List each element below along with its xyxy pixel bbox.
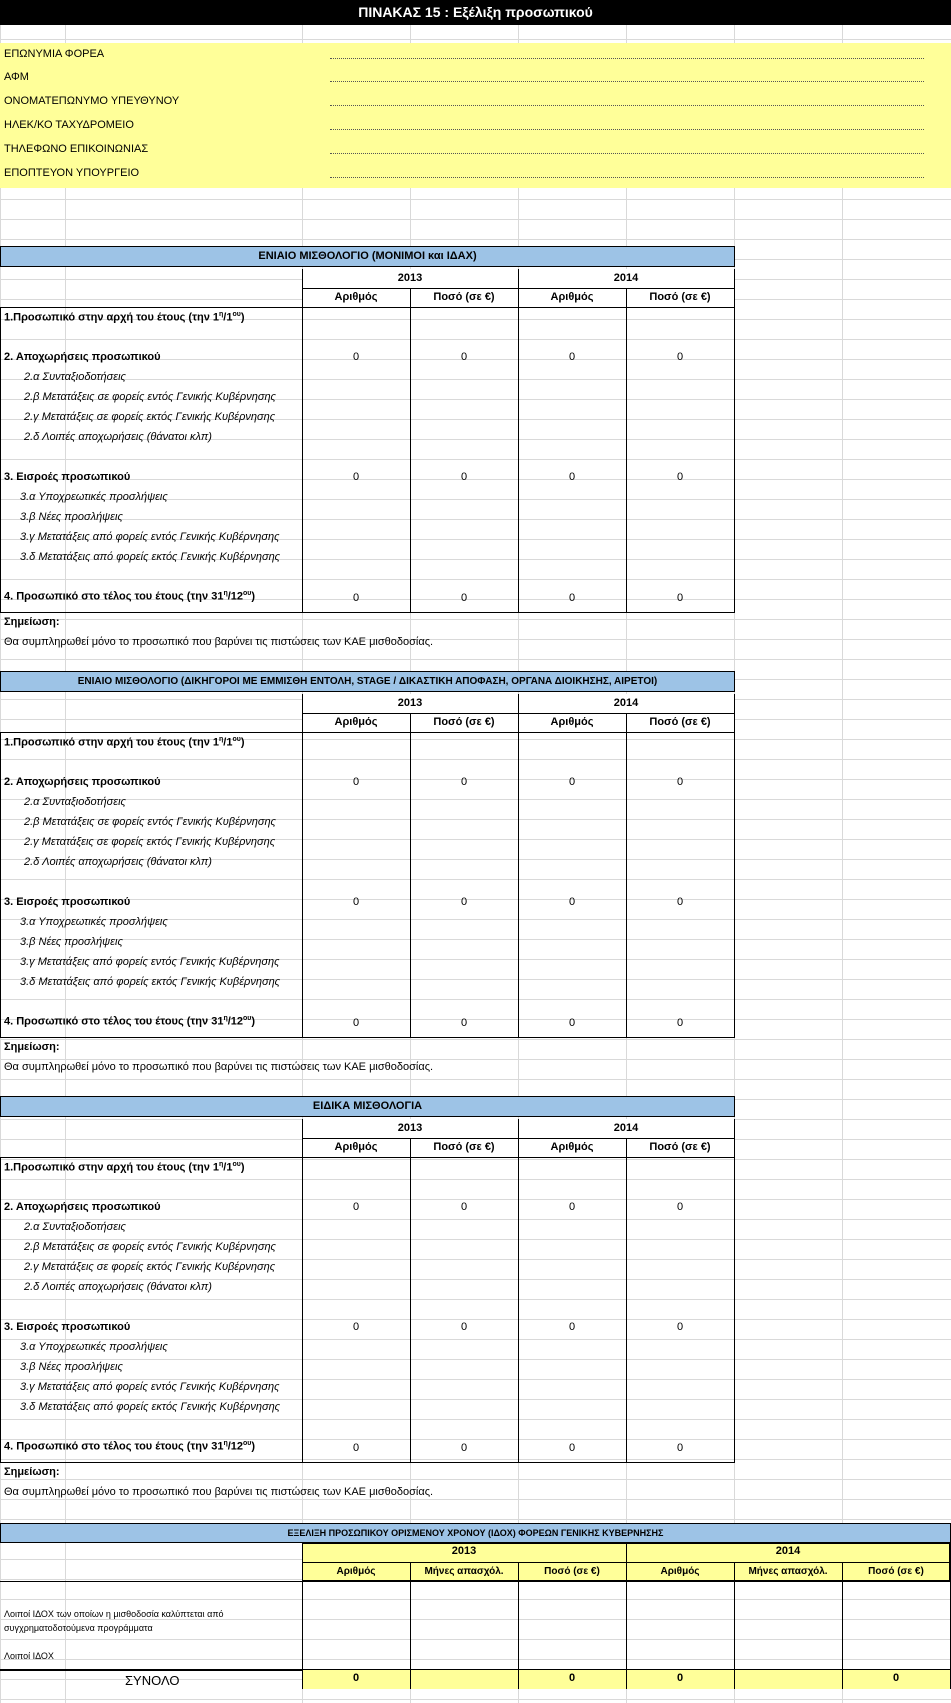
year-2013: 2013 xyxy=(397,1122,423,1134)
row-mandatory-hires: 3.α Υποχρεωτικές προσλήψεις xyxy=(20,916,168,928)
year-2014: 2014 xyxy=(613,272,639,284)
row-transfers-from-outside: 3.δ Μετατάξεις από φορείς εκτός Γενικής Κυβέρνησης xyxy=(20,551,281,563)
row-end-of-year: 4. Προσωπικό στο τέλος του έτους (την $31^\eta/12^{o\upsilon}$) xyxy=(4,1440,256,1453)
departures-number-2014: 0 xyxy=(568,776,576,788)
row-inflows: 3. Εισροές προσωπικού xyxy=(4,896,131,908)
idox-table xyxy=(0,1543,951,1689)
end-amount-2014: 0 xyxy=(676,592,684,604)
row-end-of-year: 4. Προσωπικό στο τέλος του έτους (την $31^\eta/12^{o\upsilon}$) xyxy=(4,590,256,603)
note-text: Θα συμπληρωθεί μόνο το προσωπικό που βαρύνει τις πιστώσεις των ΚΑΕ μισθοδοσίας. xyxy=(4,1486,434,1498)
col-amount-2014: Ποσό (σε €) xyxy=(649,716,711,728)
inflows-number-2013: 0 xyxy=(352,1321,360,1333)
idox-total-number-2013: 0 xyxy=(352,1672,360,1684)
col-amount-2014: Ποσό (σε €) xyxy=(649,1141,711,1153)
departures-amount-2014: 0 xyxy=(676,351,684,363)
row-transfers-within: 2.β Μετατάξεις σε φορείς εντός Γενικής Κυβέρνησης xyxy=(24,391,276,403)
info-input-entity[interactable] xyxy=(330,58,924,59)
inflows-number-2014: 0 xyxy=(568,1321,576,1333)
inflows-amount-2013: 0 xyxy=(460,1321,468,1333)
end-amount-2013: 0 xyxy=(460,1017,468,1029)
end-number-2013: 0 xyxy=(352,592,360,604)
row-start-of-year: 1.Προσωπικό στην αρχή του έτους (την $1^\eta/1^{o\upsilon}$) xyxy=(4,1161,245,1174)
idox-total-number-2014: 0 xyxy=(676,1672,684,1684)
col-number-2014: Αριθμός xyxy=(550,716,594,728)
row-departures: 2. Αποχωρήσεις προσωπικού xyxy=(4,776,161,788)
info-input-email[interactable] xyxy=(330,129,924,130)
idox-col-amount-2014: Ποσό (σε €) xyxy=(868,1566,924,1577)
row-new-hires: 3.β Νέες προσλήψεις xyxy=(20,1361,123,1373)
info-input-afm[interactable] xyxy=(330,81,924,82)
departures-number-2014: 0 xyxy=(568,351,576,363)
end-amount-2014: 0 xyxy=(676,1017,684,1029)
end-number-2013: 0 xyxy=(352,1442,360,1454)
end-number-2013: 0 xyxy=(352,1017,360,1029)
col-number-2013: Αριθμός xyxy=(334,1141,378,1153)
row-new-hires: 3.β Νέες προσλήψεις xyxy=(20,936,123,948)
idox-col-months-2013: Μήνες απασχόλ. xyxy=(424,1566,504,1577)
note-label: Σημείωση: xyxy=(4,1041,60,1053)
row-departures: 2. Αποχωρήσεις προσωπικού xyxy=(4,1201,161,1213)
section-title: ΕΝΙΑΙΟ ΜΙΣΘΟΛΟΓΙΟ (ΔΙΚΗΓΟΡΟΙ ΜΕ ΕΜΜΙΣΘΗ ΕΝΤΟΛΗ, STAGE / ΔΙΚΑΣΤΙΚΗ ΑΠΟΦΑΣΗ, ΟΡΓΑΝΑ ΔΙΟΙΚΗΣΗΣ, ΑΙΡΕΤΟΙ) xyxy=(0,671,735,692)
idox-col-amount-2013: Ποσό (σε €) xyxy=(544,1566,600,1577)
row-new-hires: 3.β Νέες προσλήψεις xyxy=(20,511,123,523)
year-2014: 2014 xyxy=(613,1122,639,1134)
inflows-number-2013: 0 xyxy=(352,471,360,483)
end-number-2014: 0 xyxy=(568,1017,576,1029)
departures-number-2013: 0 xyxy=(352,351,360,363)
row-transfers-from-within: 3.γ Μετατάξεις από φορείς εντός Γενικής Κυβέρνησης xyxy=(20,531,280,543)
info-label-ministry: ΕΠΟΠΤΕΥΟΝ ΥΠΟΥΡΓΕΙΟ xyxy=(4,167,140,179)
idox-total-label: ΣΥΝΟΛΟ xyxy=(125,1673,180,1688)
note-text: Θα συμπληρωθεί μόνο το προσωπικό που βαρύνει τις πιστώσεις των ΚΑΕ μισθοδοσίας. xyxy=(4,1061,434,1073)
row-transfers-outside: 2.γ Μετατάξεις σε φορείς εκτός Γενικής Κυβέρνησης xyxy=(24,836,276,848)
info-input-manager[interactable] xyxy=(330,105,924,106)
departures-amount-2013: 0 xyxy=(460,351,468,363)
end-amount-2013: 0 xyxy=(460,592,468,604)
inflows-number-2013: 0 xyxy=(352,896,360,908)
row-mandatory-hires: 3.α Υποχρεωτικές προσλήψεις xyxy=(20,491,168,503)
row-transfers-outside: 2.γ Μετατάξεις σε φορείς εκτός Γενικής Κυβέρνησης xyxy=(24,1261,276,1273)
idox-col-number-2013: Αριθμός xyxy=(336,1566,376,1577)
row-inflows: 3. Εισροές προσωπικού xyxy=(4,471,131,483)
departures-amount-2013: 0 xyxy=(460,776,468,788)
info-label-entity: ΕΠΩΝΥΜΙΑ ΦΟΡΕΑ xyxy=(4,48,105,60)
idox-total-amount-2013: 0 xyxy=(568,1672,576,1684)
info-input-ministry[interactable] xyxy=(330,177,924,178)
note-label: Σημείωση: xyxy=(4,1466,60,1478)
row-retirements: 2.α Συνταξιοδοτήσεις xyxy=(24,371,126,383)
note-text: Θα συμπληρωθεί μόνο το προσωπικό που βαρύνει τις πιστώσεις των ΚΑΕ μισθοδοσίας. xyxy=(4,636,434,648)
row-other-departures: 2.δ Λοιπές αποχωρήσεις (θάνατοι κλπ) xyxy=(24,431,212,443)
year-2013: 2013 xyxy=(397,697,423,709)
inflows-amount-2014: 0 xyxy=(676,896,684,908)
idox-row-cofunded-line1: Λοιποί ΙΔΟΧ των οποίων η μισθοδοσία καλύπτεται από xyxy=(4,1609,224,1619)
inflows-number-2014: 0 xyxy=(568,896,576,908)
inflows-amount-2014: 0 xyxy=(676,471,684,483)
idox-title: ΕΞΕΛΙΞΗ ΠΡΟΣΩΠΙΚΟΥ ΟΡΙΣΜΕΝΟΥ ΧΡΟΝΟΥ (ΙΔΟΧ) ΦΟΡΕΩΝ ΓΕΝΙΚΗΣ ΚΥΒΕΡΝΗΣΗΣ xyxy=(0,1523,951,1543)
inflows-amount-2013: 0 xyxy=(460,471,468,483)
end-number-2014: 0 xyxy=(568,592,576,604)
col-number-2013: Αριθμός xyxy=(334,716,378,728)
idox-col-number-2014: Αριθμός xyxy=(660,1566,700,1577)
col-amount-2013: Ποσό (σε €) xyxy=(433,716,495,728)
departures-amount-2013: 0 xyxy=(460,1201,468,1213)
row-departures: 2. Αποχωρήσεις προσωπικού xyxy=(4,351,161,363)
end-amount-2013: 0 xyxy=(460,1442,468,1454)
info-label-manager: ΟΝΟΜΑΤΕΠΩΝΥΜΟ ΥΠΕΥΘΥΝΟΥ xyxy=(4,95,180,107)
info-block xyxy=(0,43,951,188)
departures-amount-2014: 0 xyxy=(676,776,684,788)
row-transfers-within: 2.β Μετατάξεις σε φορείς εντός Γενικής Κυβέρνησης xyxy=(24,1241,276,1253)
row-mandatory-hires: 3.α Υποχρεωτικές προσλήψεις xyxy=(20,1341,168,1353)
info-label-email: ΗΛΕΚ/ΚΟ ΤΑΧΥΔΡΟΜΕΙΟ xyxy=(4,119,134,131)
row-retirements: 2.α Συνταξιοδοτήσεις xyxy=(24,796,126,808)
end-amount-2014: 0 xyxy=(676,1442,684,1454)
col-number-2013: Αριθμός xyxy=(334,291,378,303)
row-transfers-from-within: 3.γ Μετατάξεις από φορείς εντός Γενικής Κυβέρνησης xyxy=(20,1381,280,1393)
section-title: ΕΙΔΙΚΑ ΜΙΣΘΟΛΟΓΙΑ xyxy=(0,1096,735,1117)
row-inflows: 3. Εισροές προσωπικού xyxy=(4,1321,131,1333)
info-input-phone[interactable] xyxy=(330,153,924,154)
idox-total-amount-2014: 0 xyxy=(892,1672,900,1684)
idox-year-2013: 2013 xyxy=(451,1545,477,1557)
year-2014: 2014 xyxy=(613,697,639,709)
departures-number-2013: 0 xyxy=(352,776,360,788)
row-transfers-from-outside: 3.δ Μετατάξεις από φορείς εκτός Γενικής Κυβέρνησης xyxy=(20,976,281,988)
row-transfers-outside: 2.γ Μετατάξεις σε φορείς εκτός Γενικής Κυβέρνησης xyxy=(24,411,276,423)
year-2013: 2013 xyxy=(397,272,423,284)
row-start-of-year: 1.Προσωπικό στην αρχή του έτους (την $1^\eta/1^{o\upsilon}$) xyxy=(4,311,245,324)
row-other-departures: 2.δ Λοιπές αποχωρήσεις (θάνατοι κλπ) xyxy=(24,1281,212,1293)
row-retirements: 2.α Συνταξιοδοτήσεις xyxy=(24,1221,126,1233)
row-transfers-from-within: 3.γ Μετατάξεις από φορείς εντός Γενικής Κυβέρνησης xyxy=(20,956,280,968)
departures-amount-2014: 0 xyxy=(676,1201,684,1213)
section-title: ΕΝΙΑΙΟ ΜΙΣΘΟΛΟΓΙΟ (ΜΟΝΙΜΟΙ και ΙΔΑΧ) xyxy=(0,246,735,267)
row-other-departures: 2.δ Λοιπές αποχωρήσεις (θάνατοι κλπ) xyxy=(24,856,212,868)
idox-row-cofunded-line2: συγχρηματοδοτούμενα προγράμματα xyxy=(4,1623,153,1633)
inflows-amount-2014: 0 xyxy=(676,1321,684,1333)
col-number-2014: Αριθμός xyxy=(550,291,594,303)
page-title: ΠΙΝΑΚΑΣ 15 : Εξέλιξη προσωπικού xyxy=(0,0,951,25)
departures-number-2013: 0 xyxy=(352,1201,360,1213)
inflows-number-2014: 0 xyxy=(568,471,576,483)
row-transfers-from-outside: 3.δ Μετατάξεις από φορείς εκτός Γενικής Κυβέρνησης xyxy=(20,1401,281,1413)
row-end-of-year: 4. Προσωπικό στο τέλος του έτους (την $31^\eta/12^{o\upsilon}$) xyxy=(4,1015,256,1028)
col-amount-2013: Ποσό (σε €) xyxy=(433,1141,495,1153)
idox-year-2014: 2014 xyxy=(775,1545,801,1557)
col-amount-2014: Ποσό (σε €) xyxy=(649,291,711,303)
col-number-2014: Αριθμός xyxy=(550,1141,594,1153)
note-label: Σημείωση: xyxy=(4,616,60,628)
row-start-of-year: 1.Προσωπικό στην αρχή του έτους (την $1^\eta/1^{o\upsilon}$) xyxy=(4,736,245,749)
idox-col-months-2014: Μήνες απασχόλ. xyxy=(748,1566,828,1577)
info-label-phone: ΤΗΛΕΦΩΝΟ ΕΠΙΚΟΙΝΩΝΙΑΣ xyxy=(4,143,149,155)
inflows-amount-2013: 0 xyxy=(460,896,468,908)
end-number-2014: 0 xyxy=(568,1442,576,1454)
col-amount-2013: Ποσό (σε €) xyxy=(433,291,495,303)
info-label-afm: ΑΦΜ xyxy=(4,71,29,83)
row-transfers-within: 2.β Μετατάξεις σε φορείς εντός Γενικής Κυβέρνησης xyxy=(24,816,276,828)
idox-row-other: Λοιποί ΙΔΟΧ xyxy=(4,1651,54,1661)
departures-number-2014: 0 xyxy=(568,1201,576,1213)
